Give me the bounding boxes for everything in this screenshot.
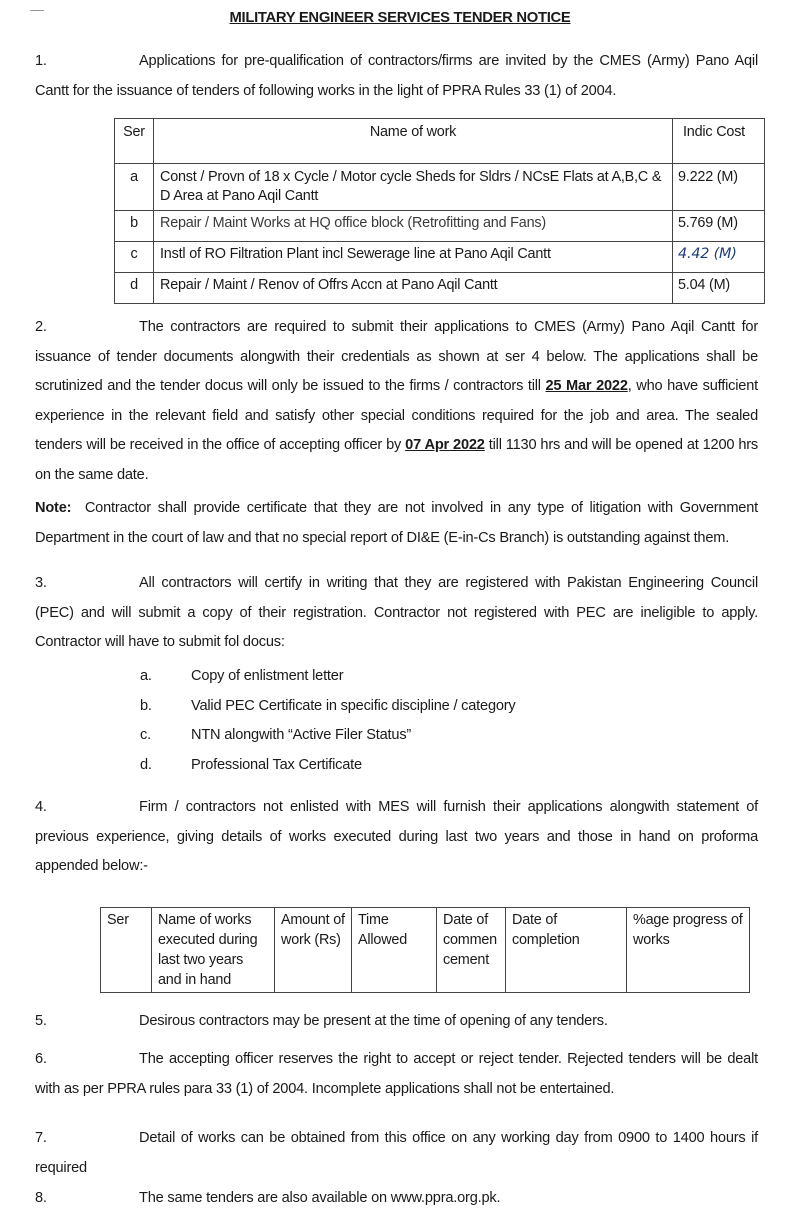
proforma-header-row [101,908,750,993]
paragraph-text: Firm / contractors not enlisted with MES will furnish their applications alongwith statement of previous experience, giving details of works executed during last two years and those in hand on proforma appended below:- [35,799,758,875]
row-ser: b [115,211,154,242]
table-row [115,242,765,273]
paragraph-text: The accepting officer reserves the right to accept or reject tender. Rejected tenders will be dealt with as per PPRA rules para 33 (1) of 2004. Incomplete applications shall not be entertained. [35,1051,758,1097]
paragraph-number: 5. [35,1013,47,1029]
paragraph-number: 7. [35,1130,47,1146]
header-name-of-works: Name of works executed during last two years and in hand [152,908,275,993]
row-name: Instl of RO Filtration Plant incl Sewerage line at Pano Aqil Cantt [154,242,673,273]
header-ser: Ser [101,908,152,993]
list-item [140,751,516,781]
note-paragraph [35,494,758,553]
paragraph-3 [35,569,758,658]
issue-deadline-date: 25 Mar 2022 [545,378,628,395]
table-row [115,273,765,304]
note-text: Contractor shall provide certificate that they are not involved in any type of litigation with Government Department in the court of law and that no special report of DI&E (E-in-Cs Branch) is outstanding against them. [35,500,758,546]
header-date-commencement: Date of commen cement [437,908,506,993]
list-item-text: Valid PEC Certificate in specific discipline / category [191,697,516,714]
header-time-allowed: Time Allowed [352,908,437,993]
submission-date: 07 Apr 2022 [405,437,485,454]
paragraph-text: , who have sufficient experience in the relevant field and satisfy other special conditions required for the job and area. The sealed tenders will be received in the office of accepting officer by [35,378,758,454]
header-name-of-work: Name of work [154,119,673,164]
paragraph-1 [35,47,758,106]
row-cost: 5.769 (M) [673,211,765,242]
note-label: Note: [35,500,72,516]
paragraph-number: 6. [35,1051,47,1067]
paragraph-7 [35,1124,758,1183]
list-item-text: Copy of enlistment letter [191,668,344,684]
proforma-table [100,907,750,993]
list-item [140,692,516,722]
row-name: Repair / Maint Works at HQ office block (Retrofitting and Fans) [154,211,673,242]
paragraph-number: 1. [35,53,47,69]
row-name: Const / Provn of 18 x Cycle / Motor cycle Sheds for Sldrs / NCsE Flats at A,B,C & D Area at Pano Aqil Cantt [154,164,673,211]
paragraph-text: Applications for pre-qualification of contractors/firms are invited by the CMES (Army) Pano Aqil Cantt for the issuance of tenders of following works in the light of PPRA Rules 33 (1) of 2004. [35,53,758,99]
works-table [114,118,765,304]
list-item-text: Professional Tax Certificate [191,756,362,773]
paragraph-number: 4. [35,799,47,815]
document-title: MILITARY ENGINEER SERVICES TENDER NOTICE [229,10,571,26]
paragraph-text: All contractors will certify in writing that they are registered with Pakistan Engineering Council (PEC) and will submit a copy of their registration. Contractor not registered with PEC are ineligible to apply. Contractor will have to submit fol docus: [35,575,758,651]
paragraph-text: The same tenders are also available on www.ppra.org.pk. [139,1190,501,1206]
paragraph-text: Detail of works can be obtained from this office on any working day from 0900 to 1400 hours if required [35,1130,758,1176]
list-item-letter: c. [140,727,151,744]
row-cost: 9.222 (M) [673,164,765,211]
header-date-completion: Date of completion [506,908,627,993]
paragraph-number: 2. [35,319,47,335]
paragraph-2 [35,313,758,491]
row-name: Repair / Maint / Renov of Offrs Accn at Pano Aqil Cantt [154,273,673,304]
paragraph-number: 8. [35,1190,47,1206]
paragraph-text: Desirous contractors may be present at the time of opening of any tenders. [139,1013,608,1029]
row-cost: 5.04 (M) [673,273,765,304]
required-documents-list [140,662,516,780]
header-ser: Ser [115,119,154,164]
table-row [115,211,765,242]
paragraph-8 [35,1184,758,1214]
list-item [140,721,516,751]
list-item-letter: a. [140,668,152,684]
list-item [140,662,516,692]
paragraph-text: till 1130 hrs and will be opened at 1200 hrs on the same date. [35,437,758,483]
paragraph-text: The contractors are required to submit their applications to CMES (Army) Pano Aqil Cantt for issuance of tender documents alongwith their credentials as shown at ser 4 below. The applications shall be scrutinized and the tender docus will only be issued to the firms / contractors till [35,319,758,395]
header-progress: %age progress of works [627,908,750,993]
row-cost-handwritten: 4.42 (M) [673,242,765,273]
works-table-header [115,119,765,164]
row-ser: d [115,273,154,304]
row-ser: c [115,242,154,273]
list-item-letter: b. [140,697,152,714]
table-row [115,164,765,211]
paragraph-6 [35,1045,758,1104]
paragraph-5 [35,1007,758,1037]
list-item-text: NTN alongwith “Active Filer Status” [191,727,412,744]
header-indic-cost: Indic Cost [673,119,765,164]
row-ser: a [115,164,154,211]
paragraph-4 [35,793,758,882]
list-item-letter: d. [140,756,152,773]
paragraph-number: 3. [35,575,47,591]
header-amount: Amount of work (Rs) [275,908,352,993]
